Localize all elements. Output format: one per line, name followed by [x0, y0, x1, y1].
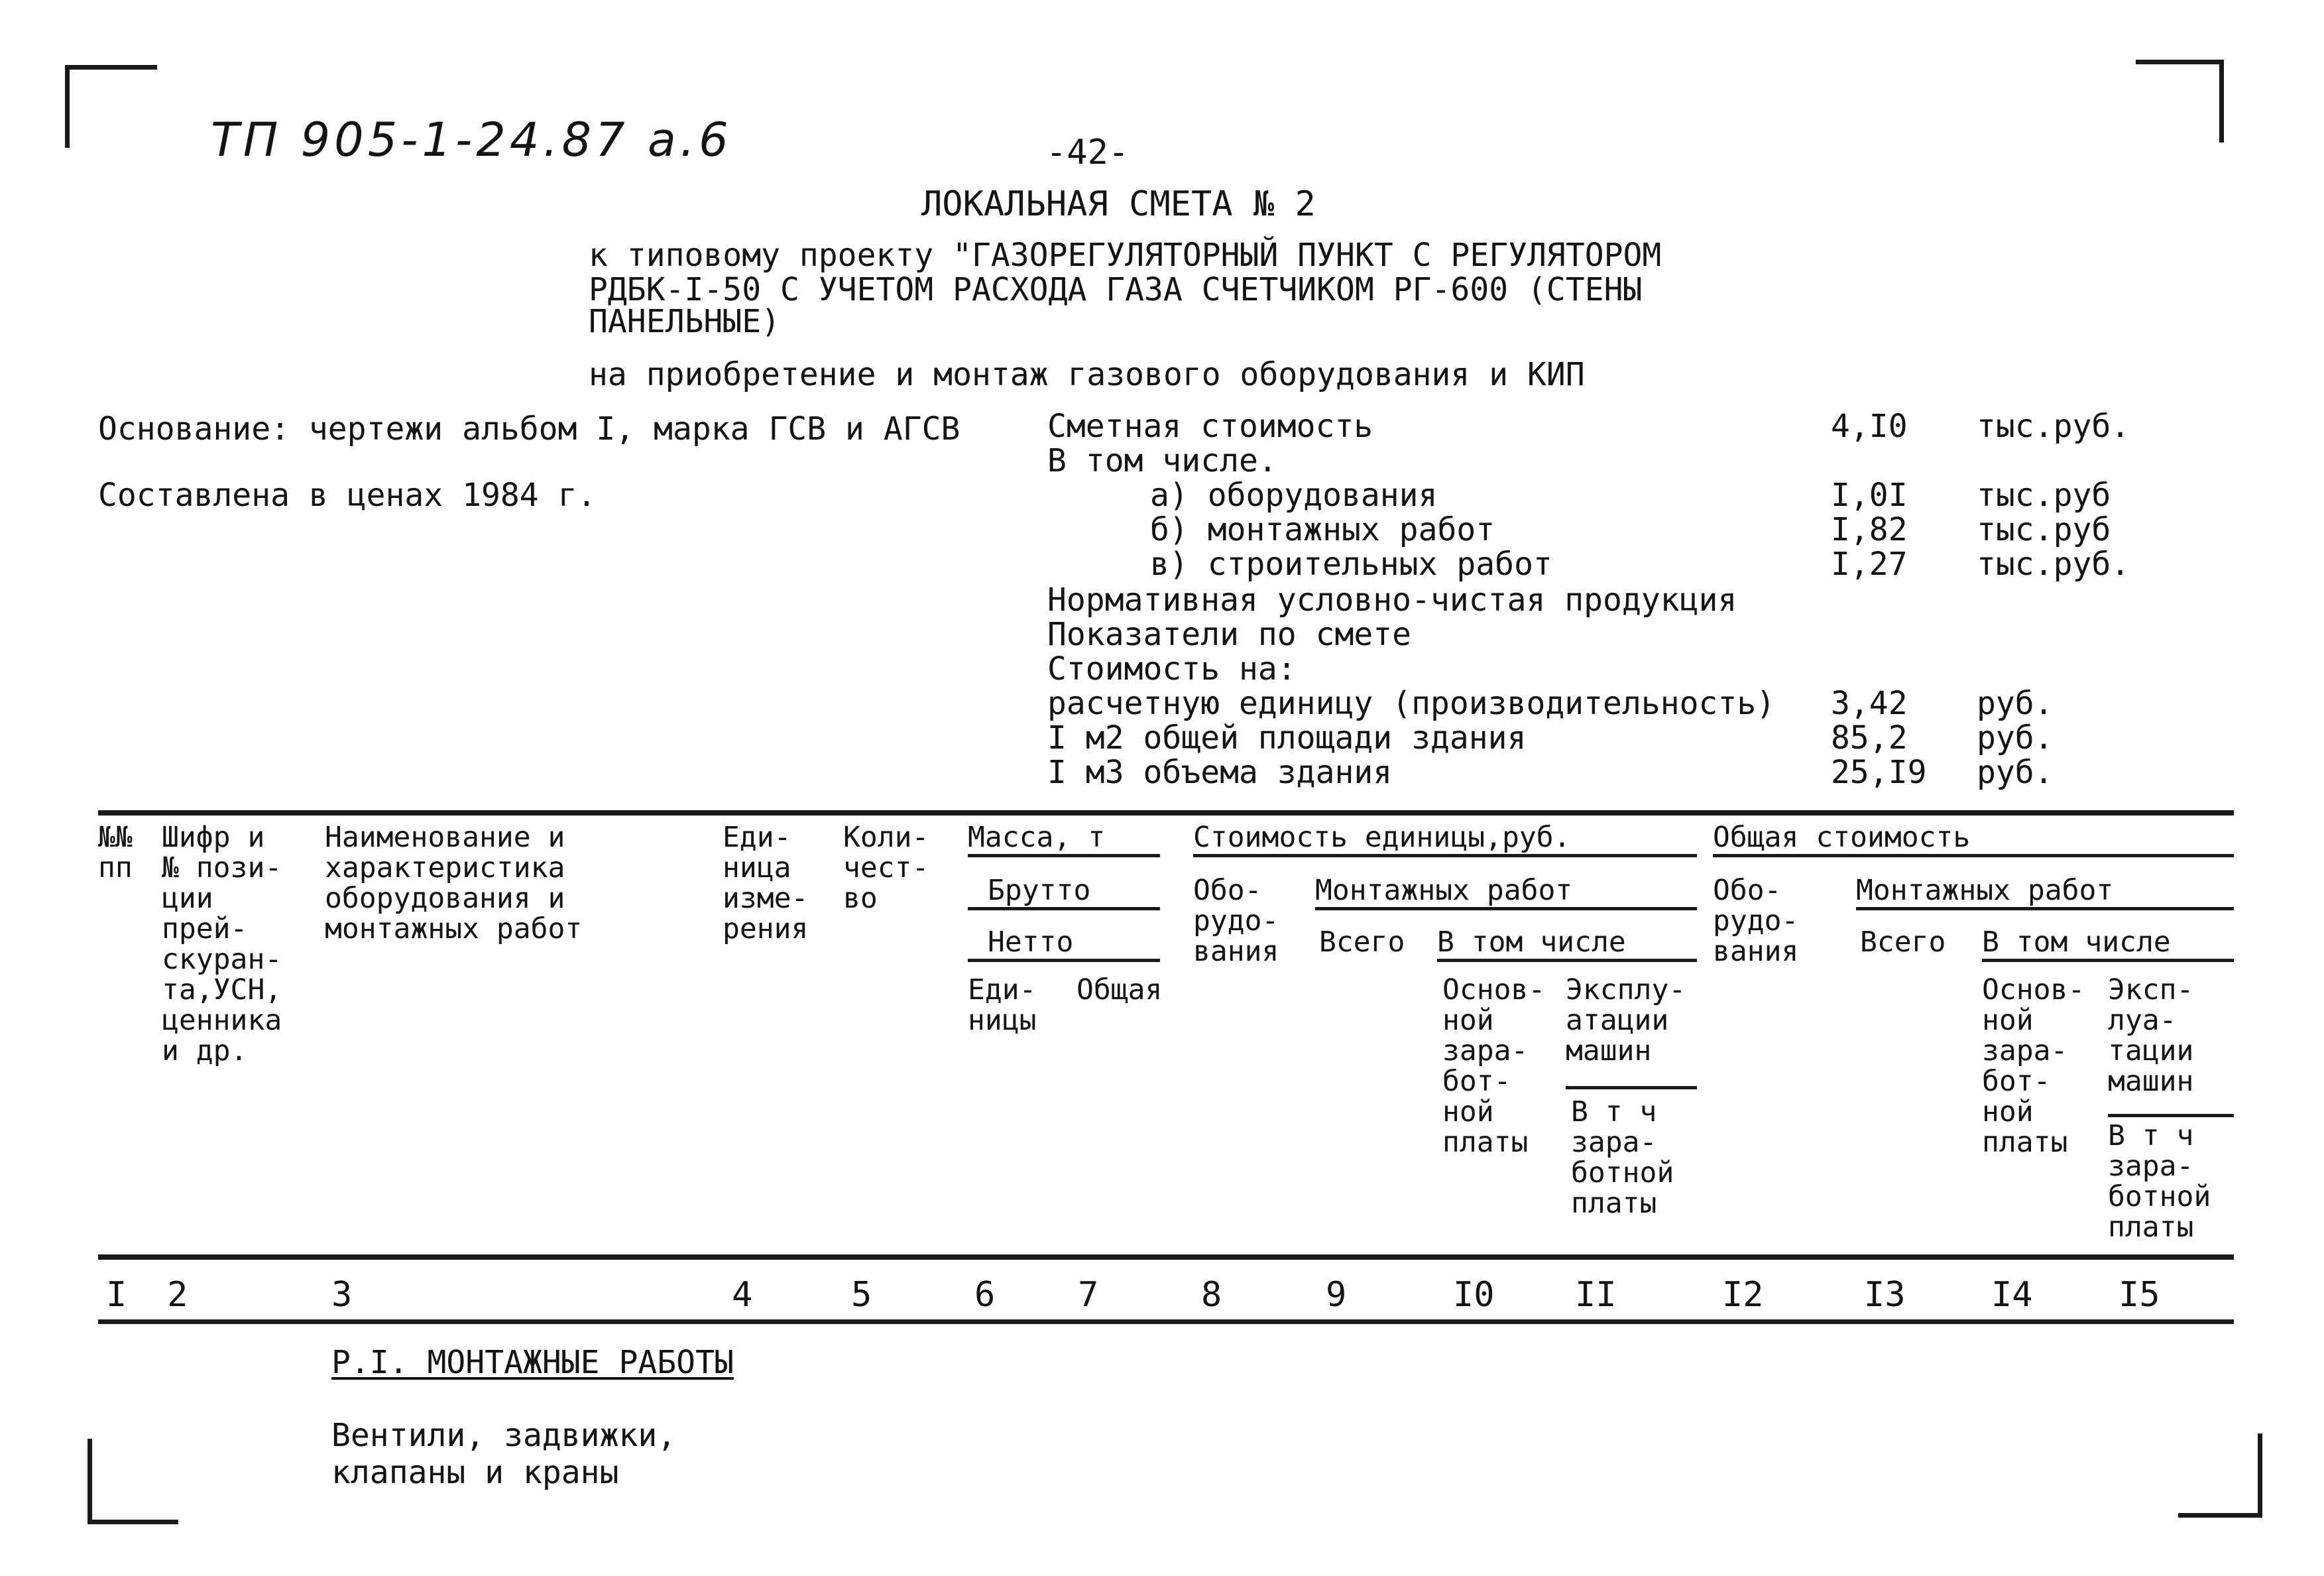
document-title: ЛОКАЛЬНАЯ СМЕТА № 2 — [921, 184, 1316, 224]
indicator-value: 25,I9 — [1831, 754, 1927, 791]
col-header-machines-2: Эксп- луа- тации машин — [2108, 973, 2194, 1098]
purpose-line: на приобретение и монтаж газового оборудования и КИП — [589, 356, 1585, 393]
column-number: I2 — [1722, 1275, 1764, 1315]
table-top-rule — [98, 810, 2234, 816]
section-title: Р.I. МОНТАЖНЫЕ РАБОТЫ — [331, 1344, 734, 1381]
col-header-gross: Брутто — [988, 874, 1091, 907]
col-header-net: Нетто — [988, 926, 1074, 959]
column-numbers-rule — [98, 1319, 2234, 1324]
basis-line: Основание: чертежи альбом I, марка ГСВ и АГСВ — [98, 410, 960, 448]
col-header-total: Всего — [1319, 926, 1405, 959]
summary-including: В том числе. — [1047, 442, 1277, 479]
rule — [968, 907, 1160, 910]
col-header-machines: Эксплу- атации машин — [1566, 973, 1686, 1067]
col-header-installation-2: Монтажных работ — [1856, 874, 2114, 907]
summary-item-unit: тыс.руб. — [1977, 546, 2130, 583]
col-header-no: №№ пп — [98, 821, 133, 884]
rule — [1982, 959, 2234, 962]
rule — [968, 959, 1160, 962]
summary-normative: Нормативная условно-чистая продукция — [1047, 581, 1737, 619]
group-title-line: клапаны и краны — [331, 1454, 619, 1491]
summary-indicators: Показатели по смете — [1047, 616, 1412, 653]
col-header-code: Шифр и № пози- ции прей- скуран- та,УСН, ценника и др. — [162, 821, 282, 1067]
corner-mark-bottom-right — [2178, 1433, 2262, 1518]
column-number: 4 — [732, 1275, 753, 1315]
corner-mark-bottom-left — [87, 1439, 178, 1524]
col-header-including: В том числе — [1437, 926, 1626, 959]
summary-item-unit: тыс.руб — [1977, 511, 2111, 548]
column-number: II — [1575, 1275, 1617, 1315]
column-number: I3 — [1864, 1275, 1906, 1315]
summary-item-label: в) строительных работ — [1150, 546, 1552, 583]
indicator-unit: руб. — [1977, 719, 2054, 757]
column-number: 9 — [1326, 1275, 1347, 1315]
rule — [968, 854, 1160, 857]
summary-item-value: I,0I — [1831, 477, 1908, 514]
corner-mark-top-left — [65, 65, 157, 148]
column-number: 6 — [974, 1275, 996, 1315]
summary-item-value: I,82 — [1831, 511, 1908, 548]
indicator-label: расчетную единицу (производительность) — [1047, 685, 1776, 722]
column-number: I — [106, 1275, 127, 1315]
corner-mark-top-right — [2136, 60, 2224, 143]
col-header-base-wage-2: Основ- ной зара- бот- ной платы — [1982, 973, 2085, 1159]
rule — [1566, 1086, 1697, 1089]
indicator-value: 85,2 — [1831, 719, 1908, 757]
col-header-installation: Монтажных работ — [1315, 874, 1573, 907]
summary-item-unit: тыс.руб — [1977, 477, 2111, 514]
col-header-equipment-2: Обо- рудо- вания — [1713, 874, 1799, 968]
rule — [1713, 854, 2234, 857]
summary-total-unit: тыс.руб. — [1977, 408, 2130, 445]
col-header-total-2: Всего — [1860, 926, 1946, 959]
indicator-value: 3,42 — [1831, 685, 1908, 722]
col-header-mass: Масса, т — [968, 821, 1106, 854]
column-number: I0 — [1453, 1275, 1495, 1315]
group-title-line: Вентили, задвижки, — [331, 1417, 677, 1454]
project-line-3: ПАНЕЛЬНЫЕ) — [589, 303, 780, 340]
page-number: -42- — [1046, 133, 1130, 172]
col-header-qty: Коли- чест- во — [843, 821, 929, 915]
column-number: I4 — [1991, 1275, 2033, 1315]
col-header-incl-wage-2: В т ч зара- ботной платы — [2108, 1119, 2211, 1244]
indicator-label: I м2 общей площади здания — [1047, 719, 1527, 757]
prices-line: Составлена в ценах 1984 г. — [98, 477, 597, 514]
column-number: 3 — [331, 1275, 353, 1315]
summary-item-label: б) монтажных работ — [1150, 511, 1495, 548]
indicator-unit: руб. — [1977, 754, 2054, 791]
col-header-total-mass: Общая — [1076, 973, 1163, 1006]
project-line-1: к типовому проекту "ГАЗОРЕГУЛЯТОРНЫЙ ПУНКТ С РЕГУЛЯТОРОМ — [589, 237, 1662, 274]
col-header-incl-wage: В т ч зара- ботной платы — [1571, 1095, 1674, 1220]
summary-item-label: а) оборудования — [1150, 477, 1438, 514]
col-header-equipment: Обо- рудо- вания — [1193, 874, 1279, 968]
summary-cost-on: Стоимость на: — [1047, 650, 1297, 688]
summary-total-label: Сметная стоимость — [1047, 408, 1373, 445]
col-header-including-2: В том числе — [1982, 926, 2171, 959]
col-header-base-wage: Основ- ной зара- бот- ной платы — [1442, 973, 1546, 1159]
indicator-unit: руб. — [1977, 685, 2054, 722]
column-number: 7 — [1078, 1275, 1099, 1315]
indicator-label: I м3 объема здания — [1047, 754, 1393, 791]
col-header-per-unit: Еди- ницы — [968, 973, 1037, 1037]
header-bottom-rule — [98, 1254, 2234, 1260]
rule — [1856, 907, 2234, 910]
column-number: 2 — [167, 1275, 188, 1315]
column-number: 5 — [851, 1275, 872, 1315]
column-number: I5 — [2119, 1275, 2160, 1315]
col-header-unit: Еди- ница изме- рения — [723, 821, 809, 945]
rule — [1437, 959, 1697, 962]
rule — [1315, 907, 1697, 910]
col-header-total-cost: Общая стоимость — [1713, 821, 1971, 854]
rule — [1193, 854, 1697, 857]
project-code: ТП 905-1-24.87 а.6 — [211, 113, 732, 167]
project-line-2: РДБК-I-50 С УЧЕТОМ РАСХОДА ГАЗА СЧЕТЧИКОМ РГ-600 (СТЕНЫ — [589, 271, 1643, 308]
column-number: 8 — [1201, 1275, 1222, 1315]
summary-item-value: I,27 — [1831, 546, 1908, 583]
summary-total-value: 4,I0 — [1831, 408, 1908, 445]
col-header-unit-cost: Стоимость единицы,руб. — [1193, 821, 1571, 854]
rule — [2108, 1114, 2234, 1117]
col-header-name: Наименование и характеристика оборудования и монтажных работ — [325, 821, 583, 945]
